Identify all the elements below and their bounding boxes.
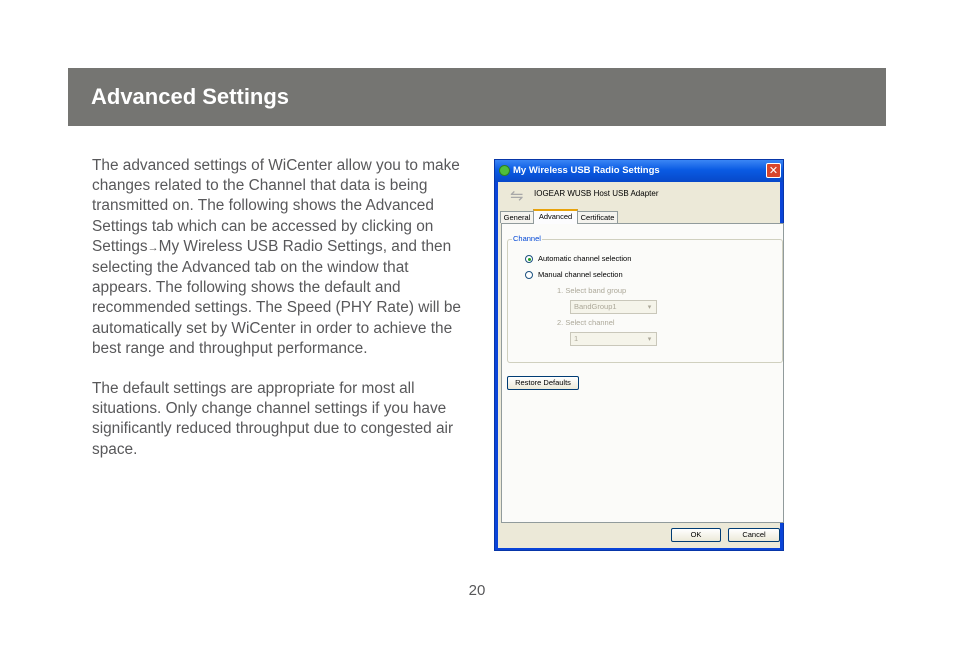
tab-certificate[interactable]: Certificate: [577, 211, 618, 223]
band-group-value: BandGroup1: [574, 302, 617, 311]
manual-channel-label[interactable]: Manual channel selection: [538, 270, 623, 279]
body-text: [92, 156, 462, 460]
manual-channel-radio[interactable]: [525, 271, 533, 279]
chevron-down-icon: ▾: [647, 303, 652, 311]
channel-label: 2. Select channel: [557, 318, 615, 327]
adapter-name: IOGEAR WUSB Host USB Adapter: [534, 189, 659, 198]
paragraph-1: [92, 156, 462, 359]
paragraph-2: The default settings are appropriate for most all situations. Only change channel settings if you have significantly reduced throughput due to congested air space.: [92, 380, 454, 458]
close-button[interactable]: ✕: [766, 163, 781, 178]
arrow-icon: →: [147, 241, 159, 254]
usb-icon: ⇋: [510, 186, 524, 205]
paragraph-1-part-1: The advanced settings of WiCenter allow you to make changes related to the Channel that data is being transmitted on. The following shows the Advanced Settings tab which can be accessed by clicking on Settings: [92, 157, 460, 255]
tab-advanced[interactable]: Advanced: [533, 209, 578, 224]
app-icon: [499, 165, 510, 176]
page-number: 20: [468, 582, 486, 599]
section-title: Advanced Settings: [91, 84, 290, 109]
dialog-titlebar[interactable]: [495, 160, 783, 182]
auto-channel-radio[interactable]: [525, 255, 533, 263]
settings-dialog: [494, 159, 784, 551]
auto-channel-label[interactable]: Automatic channel selection: [538, 254, 632, 263]
channel-groupbox: [507, 234, 783, 363]
cancel-button[interactable]: Cancel: [728, 528, 780, 542]
channel-value: 1: [574, 334, 579, 343]
channel-group-label: Channel: [513, 234, 541, 243]
channel-select[interactable]: [570, 332, 657, 346]
paragraph-1-part-2: My Wireless USB Radio Settings, and then selecting the Advanced tab on the window that appears. The following shows the default and recommended settings. The Speed (PHY Rate) will be automatically set by WiCenter in order to achieve the best range and throughput performance.: [92, 237, 461, 357]
restore-defaults-button[interactable]: Restore Defaults: [507, 376, 579, 390]
tab-general[interactable]: General: [500, 211, 534, 223]
advanced-tab-panel: [501, 223, 784, 523]
dialog-title: My Wireless USB Radio Settings: [513, 165, 660, 176]
band-group-select[interactable]: [570, 300, 657, 314]
dialog-client-area: [498, 182, 780, 548]
band-group-label: 1. Select band group: [557, 286, 627, 295]
chevron-down-icon: ▾: [647, 335, 652, 343]
section-header-bar: [68, 68, 886, 126]
ok-button[interactable]: OK: [671, 528, 721, 542]
